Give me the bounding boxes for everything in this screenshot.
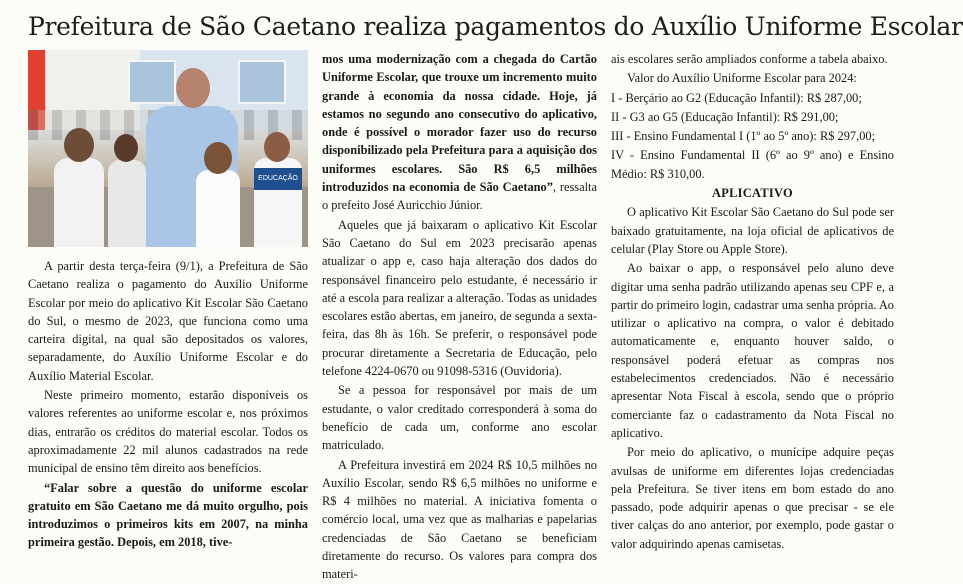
- photo-child: [54, 158, 104, 247]
- article-photo: [28, 50, 308, 247]
- paragraph: ais escolares serão ampliados conforme a tabela abaixo.: [611, 52, 888, 66]
- paragraph: Se a pessoa for responsável por mais de um estudante, o valor creditado corresponderá à soma do benefício de cada um, conforme ano escolar matriculado.: [322, 383, 597, 453]
- quote-continuation: [322, 50, 597, 215]
- table-row: IV - Ensino Fundamental II (6º ao 9º ano) e Ensino Médio: R$ 310,00.: [611, 148, 894, 181]
- section-title: APLICATIVO: [711, 186, 793, 201]
- table-title: Valor do Auxílio Uniforme Escolar para 2024:: [627, 71, 857, 86]
- table-row: III - Ensino Fundamental I (1º ao 5º ano): R$ 297,00;: [611, 129, 876, 144]
- column-3: [611, 50, 894, 560]
- newspaper-clipping: [28, 8, 963, 582]
- paragraph: Por meio do aplicativo, o munícipe adquire peças avulsas de uniforme em diferentes lojas credenciadas pela Prefeitura. Se tiver itens em bom estado do ano passado, pode adquirir apenas o que precisar - se ele tiver calças do ano anterior, por exemplo, pode gastar o valor adquirindo apenas camisetas.: [611, 445, 894, 551]
- paragraph: O aplicativo Kit Escolar São Caetano do Sul pode ser baixado gratuitamente, na loja oficial de aplicativos de celular (Play Store ou Apple Store).: [611, 205, 894, 256]
- quote-paragraph: “Falar sobre a questão do uniforme escolar gratuito em São Caetano me dá muito orgulho, pois introduzimos o primeiros kits em 2007, na minha primeira gestão. Depois, em 2018, tive-: [28, 480, 308, 550]
- paragraph: Aqueles que já baixaram o aplicativo Kit Escolar São Caetano do Sul em 2023 precisarão apenas atualizar o app e, caso haja alteração dos dados do responsável financeiro pelo estudante, é necessário ir até a escola para realizar a alteração. Todas as unidades escolares estão abertas, em janeiro, de segunda a sexta-feira, das 8h às 16h. Se preferir, o responsável pode procurar diretamente a Secretaria de Educação, pelo telefone 4224-0670 ou 91098-5316 (Ouvidoria).: [322, 217, 597, 379]
- paragraph: Ao baixar o app, o responsável pelo aluno deve digitar uma senha padrão utilizando apenas seu CPF e, a partir do primeiro login, cadastrar uma senha própria. Ao utilizar o aplicativo na compra, o valor é debitado automaticamente e, enquanto houver saldo, o responsável poderá efetuar as compras nos estabelecimentos credenciados. Não é necessário apresentar Nota Fiscal à escola, sendo que o próprio comerciante faz o cadastramento da Nota Fiscal no aplicativo.: [611, 261, 894, 440]
- table-row: I - Berçário ao G2 (Educação Infantil): R$ 287,00;: [611, 90, 862, 105]
- photo-child: [196, 170, 240, 247]
- article-columns: [28, 50, 894, 582]
- quote-attribution: , ressalta o prefeito José Auricchio Júnior.: [322, 180, 597, 213]
- column-1: [28, 50, 308, 560]
- photo-shirt-print: EDUCAÇÃO: [254, 168, 302, 190]
- quote-text: mos uma modernização com a chegada do Cartão Uniforme Escolar, que trouxe um incremento muito grande à economia da nossa cidade. Hoje, já estamos no segundo ano consecutivo do aplicativo, onde é possível o morador fazer uso do recurso disponibilizado pela Prefeitura para a aquisição dos uniformes escolares. São R$ 6,5 milhões introduzidos na economia de São Caetano”: [322, 52, 597, 195]
- column-2: [322, 50, 597, 582]
- paragraph: Neste primeiro momento, estarão disponíveis os valores referentes ao uniforme escolar e, nos próximos dias, entrarão os créditos do material escolar. Todos os aproximadamente 22 mil alunos cadastrados na rede municipal de ensino têm direito aos benefícios.: [28, 388, 308, 476]
- paragraph: A Prefeitura investirá em 2024 R$ 10,5 milhões no Auxílio Escolar, sendo R$ 6,5 milhões no uniforme e R$ 4 milhões no material. A iniciativa fomenta o comércio local, uma vez que as malharias e papelarias credenciadas de São Caetano se beneficiam diretamente do recurso. Os valores para compra dos materi-: [322, 457, 597, 582]
- headline: Prefeitura de São Caetano realiza pagamentos do Auxílio Uniforme Escolar: [28, 12, 963, 41]
- paragraph: A partir desta terça-feira (9/1), a Prefeitura de São Caetano realiza o pagamento do Auxílio Uniforme Escolar por meio do aplicativo Kit Escolar São Caetano do Sul, o mesmo de 2023, que funciona como uma carteira digital, na qual são depositados os valores, separadamente, do Auxílio Uniforme Escolar e do Auxílio Material Escolar.: [28, 259, 308, 383]
- photo-child: [108, 160, 146, 247]
- table-row: II - G3 ao G5 (Educação Infantil): R$ 291,00;: [611, 109, 839, 124]
